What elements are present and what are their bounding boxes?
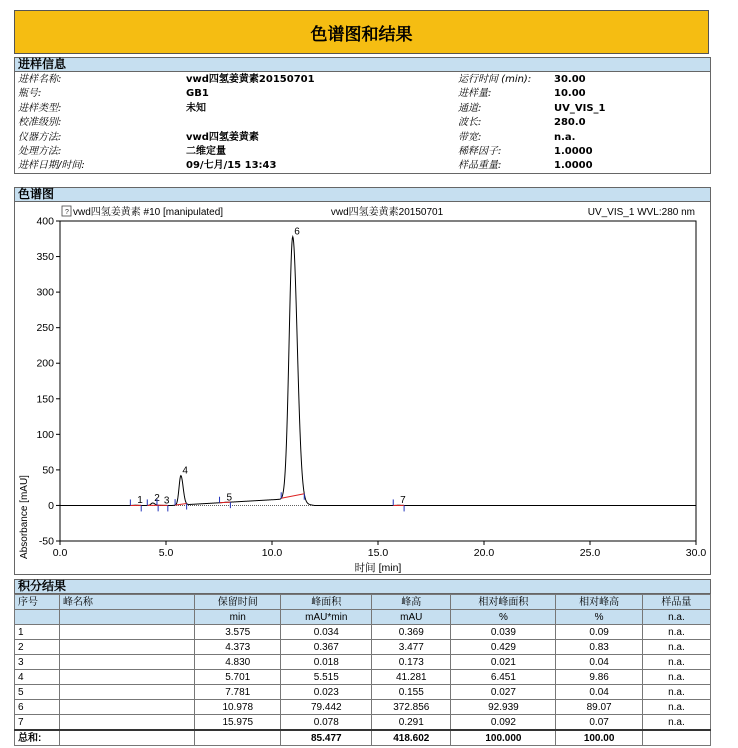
x-axis-label: 时间 [min]: [354, 562, 402, 574]
peak-label: 1: [137, 495, 143, 507]
column-unit: min: [195, 610, 281, 625]
info-label: 瓶号:: [18, 88, 42, 100]
column-unit: %: [556, 610, 642, 625]
table-cell: 6.451: [451, 670, 556, 685]
table-row: [15, 715, 711, 731]
info-row: [18, 131, 438, 145]
table-cell: 7: [15, 715, 60, 731]
table-cell: [60, 670, 195, 685]
table-cell: 0.429: [451, 640, 556, 655]
info-label: 通道:: [458, 102, 482, 114]
table-cell: 4: [15, 670, 60, 685]
totals-cell: 418.602: [372, 730, 451, 746]
sample-info-left: [18, 73, 438, 174]
table-cell: 6: [15, 700, 60, 715]
table-cell: 0.173: [372, 655, 451, 670]
info-label: 样品重量:: [458, 160, 502, 172]
table-cell: 92.939: [451, 700, 556, 715]
table-cell: 4.830: [195, 655, 281, 670]
info-label: 处理方法:: [18, 145, 62, 157]
y-tick-label: 100: [36, 428, 54, 441]
info-row: [458, 145, 708, 159]
column-header: 峰名称: [60, 595, 195, 610]
table-cell: n.a.: [642, 715, 710, 731]
peak-label: 6: [294, 226, 300, 238]
info-row: [18, 87, 438, 101]
info-label: 运行时间 (min):: [458, 74, 532, 85]
x-tick-label: 25.0: [579, 547, 601, 559]
table-cell: [60, 625, 195, 640]
chart-peak-marks: [130, 227, 406, 512]
info-label: 校准级别:: [18, 117, 62, 129]
table-cell: 10.978: [195, 700, 281, 715]
info-row: [458, 131, 708, 145]
table-cell: 0.369: [372, 625, 451, 640]
table-row: [15, 640, 711, 655]
table-cell: 5.515: [281, 670, 372, 685]
totals-cell: [195, 730, 281, 746]
totals-cell: 100.00: [556, 730, 642, 746]
table-cell: 5: [15, 685, 60, 700]
column-unit: mAU*min: [281, 610, 372, 625]
y-tick-label: 200: [36, 357, 54, 370]
table-cell: 5.701: [195, 670, 281, 685]
table-row: [15, 655, 711, 670]
info-row: [18, 116, 438, 130]
column-unit: [60, 610, 195, 625]
info-label: 波长:: [458, 117, 482, 129]
table-cell: 3.575: [195, 625, 281, 640]
table-cell: 7.781: [195, 685, 281, 700]
y-tick-label: 300: [36, 286, 54, 299]
x-tick-label: 30.0: [685, 547, 707, 559]
totals-cell: [60, 730, 195, 746]
chart-trace: [60, 237, 696, 506]
table-cell: 3: [15, 655, 60, 670]
y-tick-label: -50: [38, 535, 54, 548]
y-tick-label: 0: [48, 499, 54, 512]
x-tick-label: 10.0: [261, 547, 283, 559]
table-cell: 0.078: [281, 715, 372, 731]
info-row: [458, 159, 708, 173]
info-label: 带宽:: [458, 131, 482, 143]
table-cell: 0.018: [281, 655, 372, 670]
table-cell: 0.291: [372, 715, 451, 731]
table-row: [15, 625, 711, 640]
report-title: 色谱图和结果: [14, 10, 709, 54]
table-cell: n.a.: [642, 670, 710, 685]
x-tick-label: 20.0: [473, 547, 495, 559]
chart-header: [62, 205, 695, 218]
info-value: 30.00: [554, 74, 586, 85]
info-value: 1.0000: [554, 145, 593, 157]
x-tick-label: 5.0: [158, 547, 174, 559]
info-value: 1.0000: [554, 160, 593, 172]
table-cell: 0.027: [451, 685, 556, 700]
info-value: 二维定量: [186, 145, 226, 157]
totals-cell: [642, 730, 710, 746]
table-cell: n.a.: [642, 625, 710, 640]
table-cell: [60, 655, 195, 670]
column-unit: %: [451, 610, 556, 625]
table-cell: 0.367: [281, 640, 372, 655]
table-cell: 0.021: [451, 655, 556, 670]
info-value: vwd四氢姜黄素20150701: [186, 74, 315, 85]
table-cell: 0.09: [556, 625, 642, 640]
totals-row: [15, 730, 711, 746]
column-header: 序号: [15, 595, 60, 610]
info-label: 进样日期/时间:: [18, 160, 85, 172]
info-label: 仪器方法:: [18, 131, 62, 143]
info-label: 进样类型:: [18, 102, 62, 114]
x-tick-label: 0.0: [52, 547, 68, 559]
table-cell: n.a.: [642, 700, 710, 715]
table-cell: 372.856: [372, 700, 451, 715]
info-row: [18, 145, 438, 159]
column-header: 保留时间: [195, 595, 281, 610]
totals-cell: 100.000: [451, 730, 556, 746]
table-cell: 2: [15, 640, 60, 655]
table-cell: 0.07: [556, 715, 642, 731]
peak-baseline: [281, 494, 304, 499]
y-tick-label: 50: [42, 464, 54, 477]
table-cell: 0.039: [451, 625, 556, 640]
y-tick-label: 150: [36, 393, 54, 406]
table-row: [15, 700, 711, 715]
info-row: [458, 102, 708, 116]
chromatogram-header: 色谱图: [14, 187, 711, 202]
info-row: [18, 159, 438, 173]
table-cell: 1: [15, 625, 60, 640]
info-value: UV_VIS_1: [554, 102, 606, 114]
y-tick-label: 400: [36, 215, 54, 228]
table-cell: 0.023: [281, 685, 372, 700]
column-header: 相对峰高: [556, 595, 642, 610]
column-unit: n.a.: [642, 610, 710, 625]
table-cell: 0.092: [451, 715, 556, 731]
table-cell: [60, 715, 195, 731]
y-axis-label: Absorbance [mAU]: [19, 475, 30, 559]
table-cell: 0.83: [556, 640, 642, 655]
info-value: 09/七月/15 13:43: [186, 160, 277, 172]
chart-header-left: vwd四氢姜黄素 #10 [manipulated]: [73, 207, 224, 218]
column-unit: [15, 610, 60, 625]
svg-text:?: ?: [65, 209, 69, 216]
column-header: 样品量: [642, 595, 710, 610]
table-cell: 9.86: [556, 670, 642, 685]
table-cell: 4.373: [195, 640, 281, 655]
info-row: [458, 87, 708, 101]
chart-axes: [36, 216, 706, 560]
column-header: 峰面积: [281, 595, 372, 610]
info-value: GB1: [186, 88, 209, 100]
chromatogram-chart: [0, 200, 738, 578]
peak-label: 3: [163, 495, 170, 507]
info-value: 10.00: [554, 88, 586, 100]
info-label: 稀释因子:: [458, 145, 502, 157]
info-value: 未知: [186, 102, 206, 114]
column-unit: mAU: [372, 610, 451, 625]
table-cell: 41.281: [372, 670, 451, 685]
totals-cell: 总和:: [15, 730, 60, 746]
info-row: [458, 116, 708, 130]
column-header: 相对峰面积: [451, 595, 556, 610]
info-label: 进样名称:: [18, 74, 62, 85]
table-cell: 79.442: [281, 700, 372, 715]
peak-label: 7: [400, 495, 406, 507]
table-cell: 0.034: [281, 625, 372, 640]
table-cell: [60, 640, 195, 655]
peak-label: 5: [226, 492, 233, 504]
table-cell: [60, 685, 195, 700]
chart-header-right: UV_VIS_1 WVL:280 nm: [587, 207, 695, 218]
totals-cell: 85.477: [281, 730, 372, 746]
table-cell: 0.04: [556, 685, 642, 700]
table-cell: 15.975: [195, 715, 281, 731]
info-row: [18, 73, 438, 87]
peak-label: 4: [182, 465, 188, 477]
sample-info-right: [458, 73, 708, 174]
table-cell: 3.477: [372, 640, 451, 655]
column-header: 峰高: [372, 595, 451, 610]
table-cell: 0.155: [372, 685, 451, 700]
table-cell: n.a.: [642, 655, 710, 670]
y-tick-label: 350: [36, 251, 54, 264]
table-cell: 89.07: [556, 700, 642, 715]
sample-info-header: 进样信息: [14, 57, 711, 72]
info-value: n.a.: [554, 131, 576, 143]
table-cell: 0.04: [556, 655, 642, 670]
results-header: 积分结果: [14, 579, 711, 594]
x-tick-label: 15.0: [367, 547, 389, 559]
info-row: [458, 73, 708, 87]
table-cell: n.a.: [642, 640, 710, 655]
info-row: [18, 102, 438, 116]
table-row: [15, 670, 711, 685]
table-cell: [60, 700, 195, 715]
info-label: 进样量:: [458, 88, 492, 100]
info-value: vwd四氢姜黄素: [186, 131, 259, 143]
chromatogram-trace: [60, 237, 696, 506]
info-value: 280.0: [554, 117, 586, 129]
table-row: [15, 685, 711, 700]
table-cell: n.a.: [642, 685, 710, 700]
chart-header-center: vwd四氢姜黄素20150701: [330, 207, 444, 218]
peak-label: 2: [154, 492, 160, 504]
results-table: [14, 594, 711, 746]
y-tick-label: 250: [36, 322, 54, 335]
